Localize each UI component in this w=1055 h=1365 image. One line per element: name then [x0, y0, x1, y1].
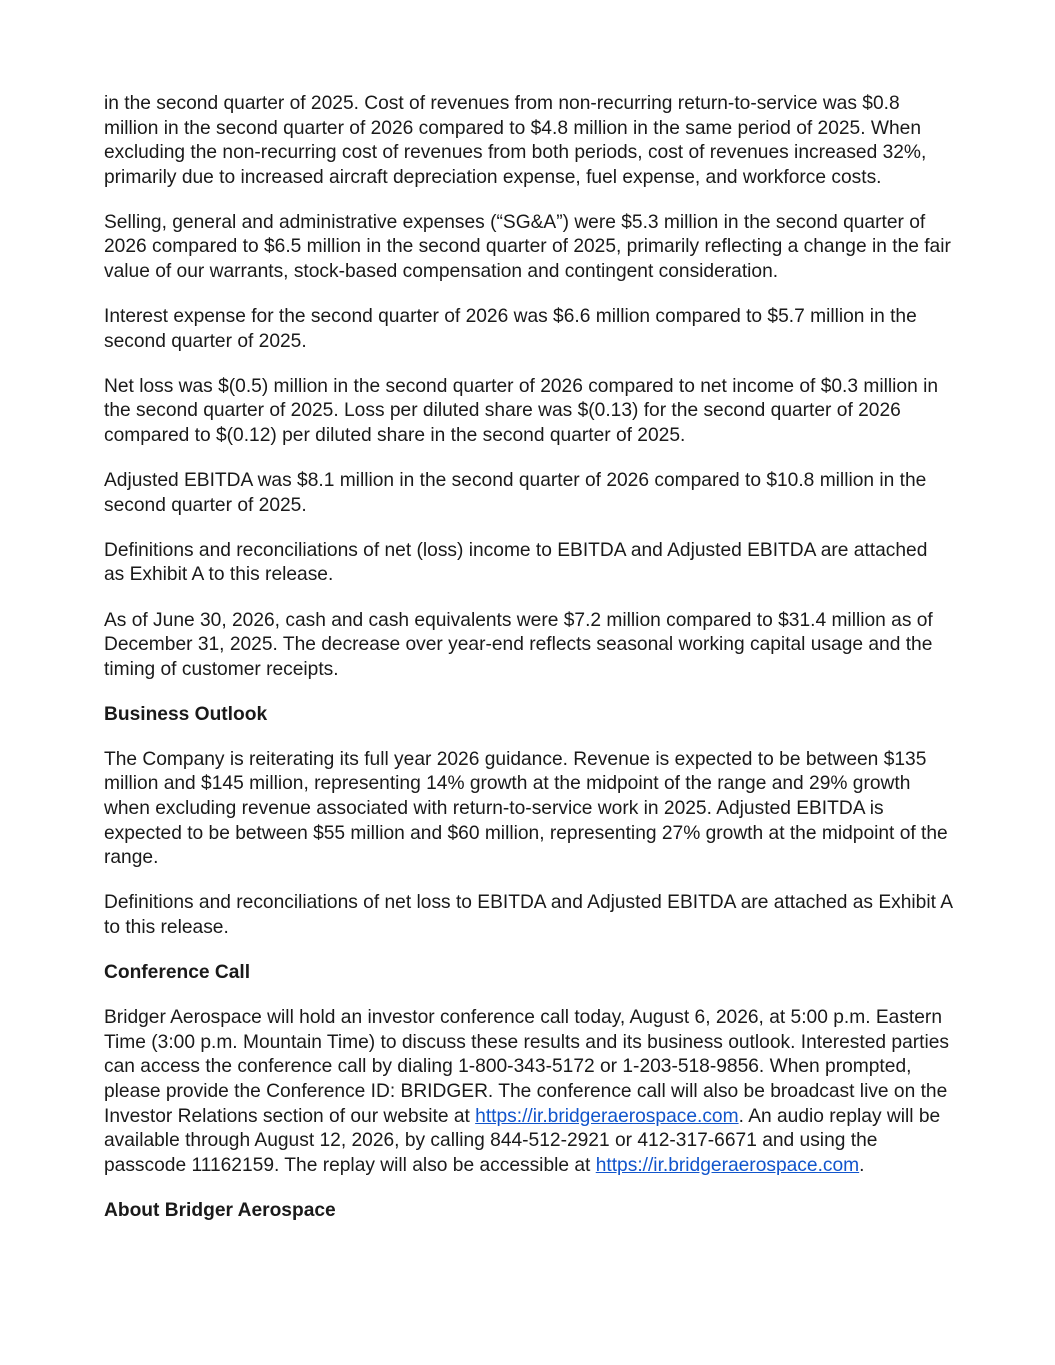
conference-call-text-1: Bridger Aerospace will hold an investor conference call today, August 6, 2026, at 5:00 p.m. Eastern Time (3:00 p.m. Mountain Time) to discuss these results and its business outlook. Interested parties can access the conference call by dialing 1-800-343-5172 or 1-203-518-9856. When prompted, please provide the Conference ID: BRIDGER. The conference call will also be broadcast live on the Investor Relations section of our website at [104, 1007, 949, 1127]
definitions-paragraph: Definitions and reconciliations of net (loss) income to EBITDA and Adjusted EBITDA are attached as Exhibit A to this release. [104, 539, 928, 586]
conference-call-paragraph [104, 1006, 952, 1178]
investor-relations-link[interactable]: https://ir.bridgeraerospace.com [475, 1105, 739, 1127]
adjusted-ebitda-paragraph: Adjusted EBITDA was $8.1 million in the second quarter of 2026 compared to $10.8 million in the second quarter of 2025. [104, 470, 927, 516]
guidance-paragraph: The Company is reiterating its full year 2026 guidance. Revenue is expected to be between $135 million and $145 million, representing 14% growth at the midpoint of the range and 29% growth when excluding revenue associated with return-to-service work in 2025. Adjusted EBITDA is expected to be between $55 million and $60 million, representing 27% growth at the midpoint of the range. [104, 748, 948, 869]
net-loss-paragraph: Net loss was $(0.5) million in the second quarter of 2026 compared to net income of $0.3 million in the second quarter of 2025. Loss per diluted share was $(0.13) for the second quarter of 2026 compared to $(0.12) per diluted share in the second quarter of 2025. [104, 375, 939, 447]
outlook-definitions-paragraph: Definitions and reconciliations of net loss to EBITDA and Adjusted EBITDA are attached as Exhibit A to this release. [104, 892, 952, 938]
interest-expense-paragraph: Interest expense for the second quarter of 2026 was $6.6 million compared to $5.7 million in the second quarter of 2025. [104, 306, 917, 352]
business-outlook-heading: Business Outlook [104, 703, 268, 725]
cost-of-revenues-paragraph: in the second quarter of 2025. Cost of revenues from non-recurring return-to-service was $0.8 million in the second quarter of 2026 compared to $4.8 million in the same period of 2025. When excluding the non-recurring cost of revenues from both periods, cost of revenues increased 32%, primarily due to increased aircraft depreciation expense, fuel expense, and workforce costs. [104, 93, 927, 188]
about-heading: About Bridger Aerospace [104, 1199, 336, 1221]
replay-link[interactable]: https://ir.bridgeraerospace.com [595, 1154, 860, 1176]
conference-call-text-2: . An audio replay will be available through August 12, 2026, by calling 844-512-2921 or 412-317-6671 and using the passcode 11162159. The replay will also be accessible at [104, 1105, 941, 1176]
document-page [104, 92, 952, 1244]
conference-call-heading: Conference Call [104, 962, 251, 984]
cash-paragraph: As of June 30, 2026, cash and cash equivalents were $7.2 million compared to $31.4 million as of December 31, 2025. The decrease over year-end reflects seasonal working capital usage and the timing of customer receipts. [104, 609, 933, 680]
sga-paragraph: Selling, general and administrative expenses (“SG&A”) were $5.3 million in the second quarter of 2026 compared to $6.5 million in the second quarter of 2025, primarily reflecting a change in the fair value of our warrants, stock-based compensation and contingent consideration. [104, 211, 951, 283]
conference-call-text-3: . [859, 1154, 865, 1176]
